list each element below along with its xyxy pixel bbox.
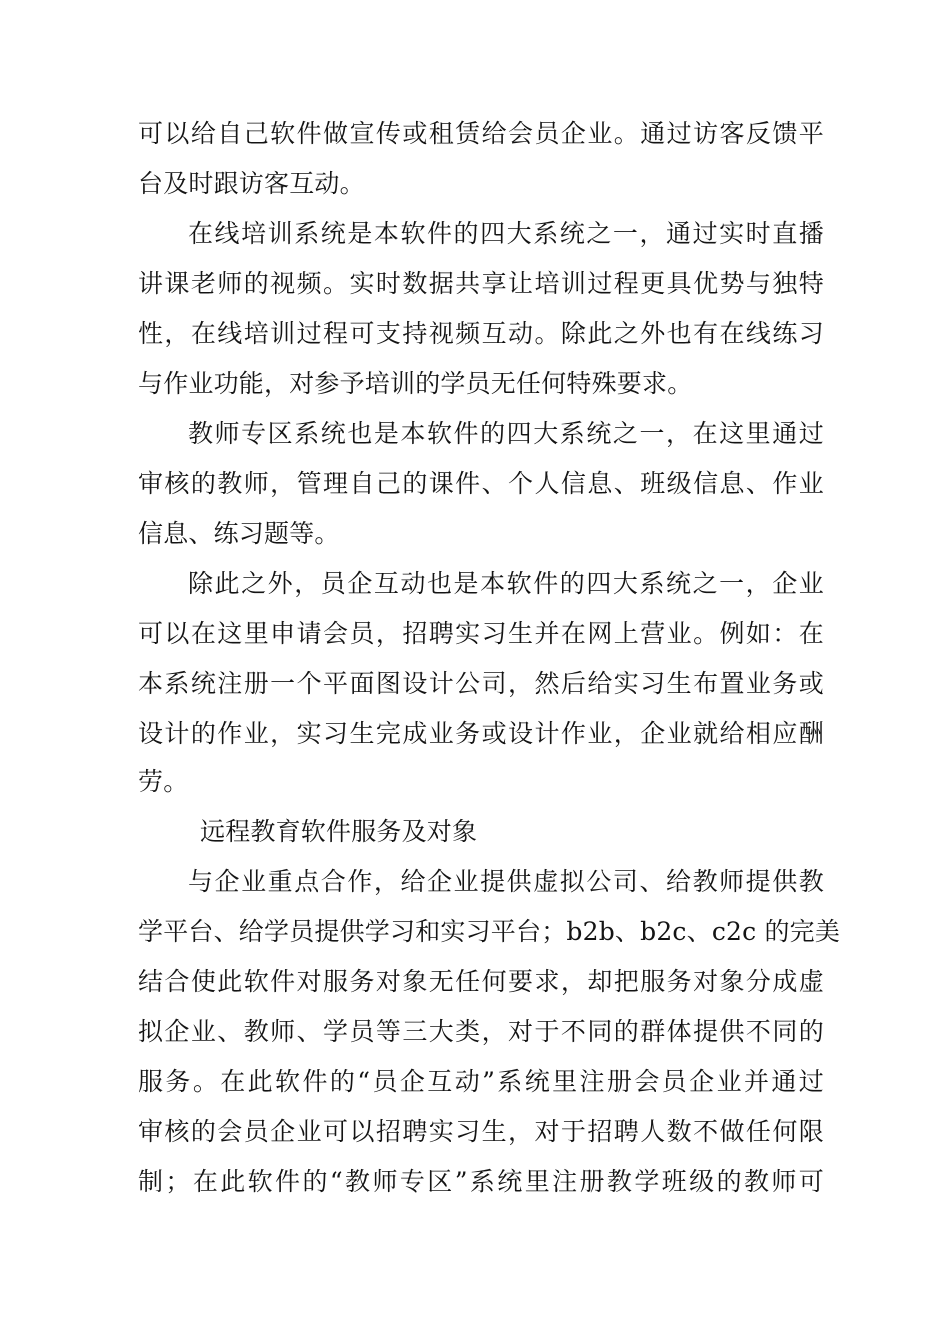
text-line: 审核的会员企业可以招聘实习生，对于招聘人数不做任何限 — [138, 1117, 824, 1146]
paragraph-first-line: 与企业重点合作，给企业提供虚拟公司、给教师提供教 — [188, 867, 824, 896]
text-line: 拟企业、教师、学员等三大类，对于不同的群体提供不同的 — [138, 1017, 824, 1046]
paragraph-first-line: 教师专区系统也是本软件的四大系统之一，在这里通过 — [188, 419, 824, 448]
text-line: 与作业功能，对参予培训的学员无任何特殊要求。 — [138, 369, 693, 398]
text-line: 劳。 — [138, 767, 189, 796]
text-line: 性，在线培训过程可支持视频互动。除此之外也有在线练习 — [138, 319, 824, 348]
text-line: 结合使此软件对服务对象无任何要求，却把服务对象分成虚 — [138, 967, 824, 996]
text-line: 制；在此软件的“教师专区”系统里注册教学班级的教师可 — [138, 1167, 824, 1196]
text-line: 本系统注册一个平面图设计公司，然后给实习生布置业务或 — [138, 669, 824, 698]
text-line: 信息、练习题等。 — [138, 519, 340, 548]
text-line: 讲课老师的视频。实时数据共享让培训过程更具优势与独特 — [138, 269, 824, 298]
text-line: 可以给自己软件做宣传或租赁给会员企业。通过访客反馈平 — [138, 119, 824, 148]
text-line: 台及时跟访客互动。 — [138, 169, 365, 198]
text-line: 服务。在此软件的“员企互动”系统里注册会员企业并通过 — [138, 1067, 824, 1096]
paragraph-first-line: 在线培训系统是本软件的四大系统之一，通过实时直播 — [188, 219, 824, 248]
section-heading: 远程教育软件服务及对象 — [200, 817, 478, 846]
text-line: 设计的作业，实习生完成业务或设计作业，企业就给相应酬 — [138, 719, 824, 748]
text-line: 可以在这里申请会员，招聘实习生并在网上营业。例如：在 — [138, 619, 824, 648]
paragraph-first-line: 除此之外，员企互动也是本软件的四大系统之一，企业 — [188, 569, 824, 598]
text-line: 审核的教师，管理自己的课件、个人信息、班级信息、作业 — [138, 469, 824, 498]
text-line: 学平台、给学员提供学习和实习平台；b2b、b2c、c2c 的完美 — [138, 917, 841, 946]
